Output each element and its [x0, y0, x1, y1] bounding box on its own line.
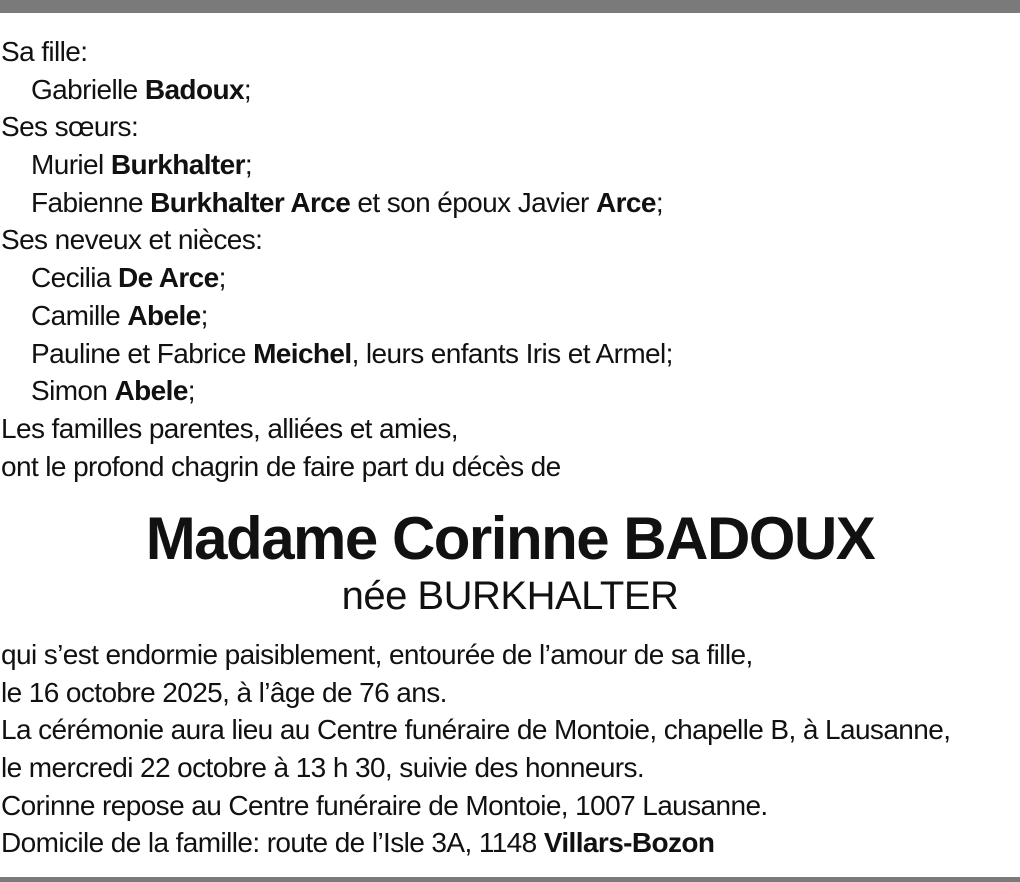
ceremony-date-line: le mercredi 22 octobre à 13 h 30, suivie des honneurs.	[1, 752, 645, 784]
sisters-heading: Ses sœurs:	[1, 111, 139, 143]
top-rule	[0, 0, 1020, 13]
nephew-line	[1, 372, 1019, 410]
first-name: Cecilia	[31, 262, 119, 294]
punctuation: ;	[218, 262, 226, 294]
ceremony-line: La cérémonie aura lieu au Centre funéraire de Montoie, chapelle B, à Lausanne,	[1, 714, 951, 746]
first-name: Gabrielle	[31, 73, 145, 105]
family-list	[1, 33, 1019, 485]
nephew-line	[1, 297, 1019, 335]
sister-line	[1, 146, 1019, 184]
nephews-heading: Ses neveux et nièces:	[1, 224, 263, 256]
first-name: Simon	[31, 375, 115, 407]
punctuation: ;	[187, 375, 195, 407]
punctuation: ;	[655, 186, 664, 218]
surname: Burkhalter Arce	[150, 186, 351, 218]
daughter-line	[1, 71, 1019, 109]
surname: Meichel	[253, 337, 352, 369]
domicile-address: Domicile de la famille: route de l’Isle 3A, 1148	[1, 827, 544, 859]
spouse-text: et son époux Javier	[350, 186, 596, 218]
punctuation: ;	[243, 73, 252, 105]
nephew-line	[1, 335, 1019, 373]
first-name: Fabienne	[31, 186, 151, 218]
first-name: Camille	[31, 299, 128, 331]
surname: Arce	[595, 186, 656, 218]
nephew-line	[1, 259, 1019, 297]
bottom-rule	[0, 877, 1020, 882]
maiden-name: née BURKHALTER	[341, 574, 679, 618]
deceased-name: Madame Corinne BADOUX	[145, 505, 875, 572]
surname: Abele	[114, 375, 188, 407]
passing-line: qui s’est endormie paisiblement, entourée de l’amour de sa fille,	[1, 639, 753, 670]
domicile-line	[1, 824, 1019, 862]
punctuation: ;	[200, 299, 208, 331]
children-text: , leurs enfants Iris et Armel;	[351, 337, 673, 369]
details-block	[1, 636, 1019, 862]
deceased-block	[0, 505, 1020, 619]
surname: De Arce	[118, 262, 219, 294]
daughter-heading: Sa fille:	[1, 36, 88, 67]
first-name: Muriel	[31, 149, 111, 181]
first-name: Pauline et Fabrice	[31, 337, 254, 369]
punctuation: ;	[244, 149, 253, 181]
date-line: le 16 octobre 2025, à l’âge de 76 ans.	[1, 676, 447, 708]
families-line: Les familles parentes, alliées et amies,	[1, 412, 458, 444]
surname: Abele	[127, 299, 201, 331]
surname: Badoux	[144, 73, 244, 105]
sister-line	[1, 184, 1019, 222]
domicile-place: Villars-Bozon	[543, 827, 715, 859]
surname: Burkhalter	[110, 149, 245, 181]
announcement-line: ont le profond chagrin de faire part du décès de	[1, 450, 561, 482]
repose-line: Corinne repose au Centre funéraire de Montoie, 1007 Lausanne.	[1, 789, 768, 821]
